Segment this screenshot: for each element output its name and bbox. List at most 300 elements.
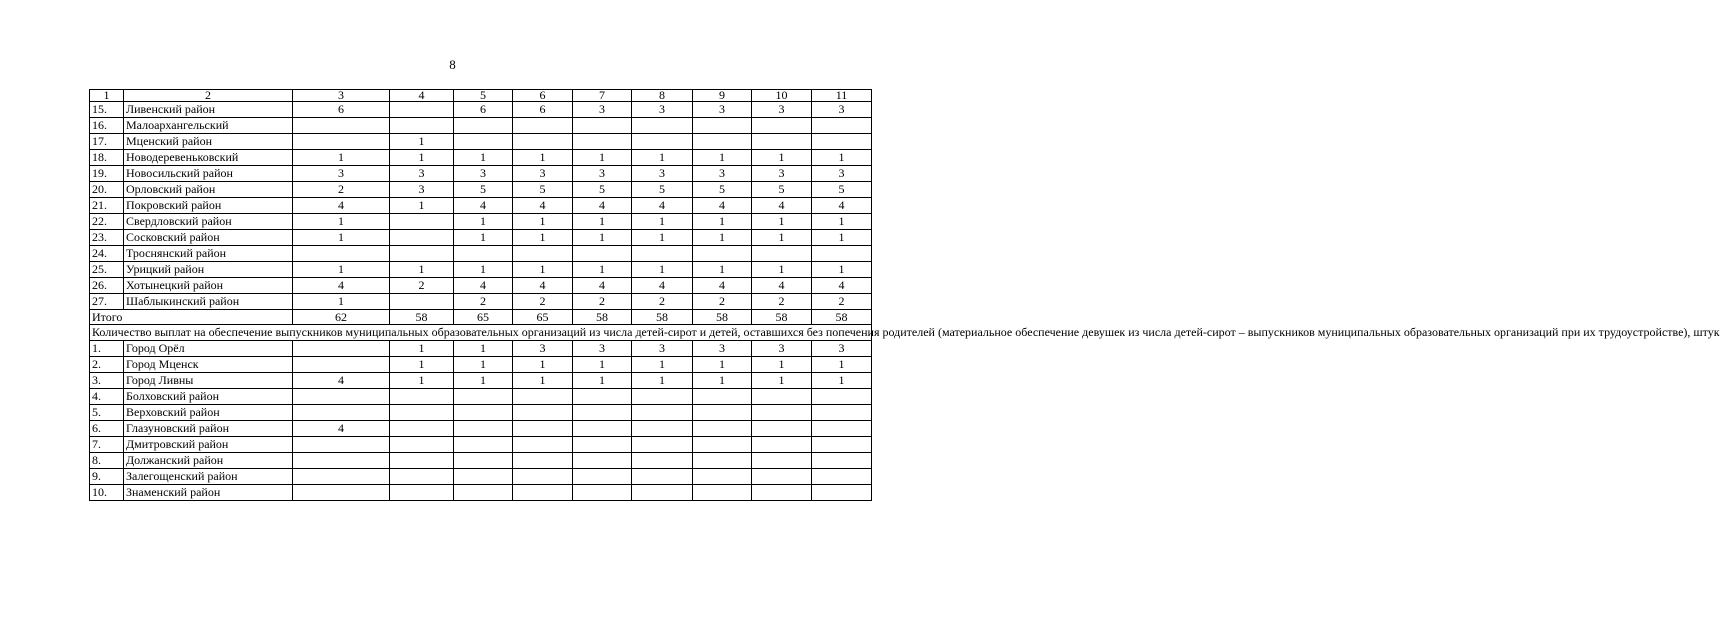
value-cell: 4: [632, 198, 693, 214]
total-value: 62: [293, 310, 390, 325]
value-cell: 1: [573, 150, 632, 166]
value-cell: [454, 469, 513, 485]
value-cell: 3: [390, 182, 454, 198]
district-name: Мценский район: [124, 134, 293, 150]
total-value: 65: [454, 310, 513, 325]
value-cell: [454, 405, 513, 421]
value-cell: 4: [752, 198, 812, 214]
value-cell: 3: [632, 102, 693, 118]
table-row: [90, 357, 872, 373]
row-number: 17.: [90, 134, 124, 150]
value-cell: [752, 485, 812, 501]
table-row: [90, 262, 872, 278]
value-cell: [812, 246, 872, 262]
value-cell: [573, 453, 632, 469]
value-cell: 1: [752, 357, 812, 373]
value-cell: 4: [693, 278, 752, 294]
table-row: [90, 294, 872, 310]
value-cell: [390, 453, 454, 469]
value-cell: 1: [390, 134, 454, 150]
value-cell: 1: [293, 230, 390, 246]
district-name: Хотынецкий район: [124, 278, 293, 294]
value-cell: [390, 405, 454, 421]
value-cell: [632, 453, 693, 469]
value-cell: [573, 421, 632, 437]
total-value: 58: [693, 310, 752, 325]
value-cell: 4: [812, 198, 872, 214]
value-cell: [752, 469, 812, 485]
value-cell: 2: [513, 294, 573, 310]
section-title: Количество выплат на обеспечение выпускников муниципальных образовательных организаций из числа детей-сирот и детей, оставшихся без попечения родителей (материальное обеспечение девушек из числа детей-сирот – выпускников муниципальных образовательных организаций при их трудоустройстве), штук: [90, 325, 872, 341]
value-cell: 3: [454, 166, 513, 182]
value-cell: 1: [390, 373, 454, 389]
value-cell: 1: [293, 214, 390, 230]
value-cell: 1: [454, 357, 513, 373]
value-cell: 3: [573, 102, 632, 118]
header-cell: 7: [573, 90, 632, 102]
value-cell: [632, 405, 693, 421]
value-cell: 3: [513, 341, 573, 357]
value-cell: 6: [513, 102, 573, 118]
value-cell: [390, 389, 454, 405]
value-cell: [454, 437, 513, 453]
value-cell: [293, 389, 390, 405]
value-cell: [293, 437, 390, 453]
value-cell: [632, 421, 693, 437]
district-name: Новодеревеньковский: [124, 150, 293, 166]
value-cell: 5: [573, 182, 632, 198]
district-name: Знаменский район: [124, 485, 293, 501]
row-number: 22.: [90, 214, 124, 230]
row-number: 26.: [90, 278, 124, 294]
value-cell: 1: [454, 341, 513, 357]
value-cell: 2: [693, 294, 752, 310]
value-cell: 1: [513, 373, 573, 389]
value-cell: 1: [573, 357, 632, 373]
total-row: [90, 310, 872, 325]
row-number: 10.: [90, 485, 124, 501]
value-cell: [454, 485, 513, 501]
value-cell: [513, 421, 573, 437]
value-cell: 1: [812, 150, 872, 166]
district-name: Урицкий район: [124, 262, 293, 278]
value-cell: 1: [693, 230, 752, 246]
row-number: 9.: [90, 469, 124, 485]
value-cell: 2: [812, 294, 872, 310]
table-row: [90, 469, 872, 485]
value-cell: [513, 389, 573, 405]
value-cell: 2: [454, 294, 513, 310]
value-cell: [293, 357, 390, 373]
value-cell: [812, 118, 872, 134]
value-cell: [573, 246, 632, 262]
table-row: [90, 278, 872, 294]
row-number: 7.: [90, 437, 124, 453]
value-cell: 4: [513, 198, 573, 214]
value-cell: [293, 405, 390, 421]
district-name: Сосковский район: [124, 230, 293, 246]
value-cell: 1: [573, 214, 632, 230]
value-cell: [632, 118, 693, 134]
row-number: 16.: [90, 118, 124, 134]
value-cell: 1: [513, 230, 573, 246]
value-cell: 5: [752, 182, 812, 198]
value-cell: 1: [693, 373, 752, 389]
value-cell: [693, 389, 752, 405]
value-cell: 3: [390, 166, 454, 182]
table-row: [90, 182, 872, 198]
total-value: 58: [812, 310, 872, 325]
value-cell: [390, 246, 454, 262]
row-number: 19.: [90, 166, 124, 182]
value-cell: 1: [390, 357, 454, 373]
total-value: 58: [752, 310, 812, 325]
header-cell: 6: [513, 90, 573, 102]
value-cell: 1: [632, 357, 693, 373]
value-cell: [693, 469, 752, 485]
value-cell: [632, 485, 693, 501]
value-cell: [693, 405, 752, 421]
value-cell: 1: [812, 373, 872, 389]
total-value: 58: [573, 310, 632, 325]
value-cell: [693, 453, 752, 469]
value-cell: [812, 469, 872, 485]
header-cell: 2: [124, 90, 293, 102]
row-number: 2.: [90, 357, 124, 373]
district-name: Орловский район: [124, 182, 293, 198]
table-body: [90, 88, 1720, 501]
value-cell: 4: [573, 198, 632, 214]
value-cell: 5: [812, 182, 872, 198]
value-cell: [454, 421, 513, 437]
district-name: Болховский район: [124, 389, 293, 405]
value-cell: [573, 389, 632, 405]
value-cell: [390, 102, 454, 118]
value-cell: 3: [752, 341, 812, 357]
value-cell: 4: [573, 278, 632, 294]
value-cell: [454, 389, 513, 405]
row-number: 21.: [90, 198, 124, 214]
header-cell: 5: [454, 90, 513, 102]
value-cell: [812, 421, 872, 437]
value-cell: [513, 246, 573, 262]
value-cell: [693, 118, 752, 134]
district-name: Город Ливны: [124, 373, 293, 389]
section-row: [90, 325, 872, 341]
value-cell: [632, 389, 693, 405]
value-cell: 1: [632, 214, 693, 230]
value-cell: [293, 134, 390, 150]
value-cell: 3: [293, 166, 390, 182]
value-cell: 3: [573, 341, 632, 357]
value-cell: 1: [752, 230, 812, 246]
row-number: 4.: [90, 389, 124, 405]
value-cell: [513, 469, 573, 485]
value-cell: 1: [390, 198, 454, 214]
value-cell: 1: [693, 357, 752, 373]
value-cell: [693, 437, 752, 453]
row-number: 6.: [90, 421, 124, 437]
value-cell: 3: [693, 341, 752, 357]
row-number: 3.: [90, 373, 124, 389]
value-cell: 1: [693, 214, 752, 230]
value-cell: [513, 485, 573, 501]
value-cell: [573, 485, 632, 501]
value-cell: 4: [293, 198, 390, 214]
value-cell: [573, 405, 632, 421]
value-cell: 3: [812, 166, 872, 182]
table-row: [90, 118, 872, 134]
value-cell: [632, 246, 693, 262]
table-row: [90, 341, 872, 357]
value-cell: [390, 485, 454, 501]
table-row: [90, 437, 872, 453]
value-cell: 3: [573, 166, 632, 182]
district-name: Верховский район: [124, 405, 293, 421]
value-cell: 1: [293, 262, 390, 278]
value-cell: 6: [454, 102, 513, 118]
value-cell: [632, 134, 693, 150]
value-cell: [812, 485, 872, 501]
value-cell: 1: [752, 373, 812, 389]
table-row: [90, 421, 872, 437]
value-cell: [573, 118, 632, 134]
value-cell: 1: [812, 357, 872, 373]
total-value: 65: [513, 310, 573, 325]
value-cell: 6: [293, 102, 390, 118]
value-cell: [752, 421, 812, 437]
value-cell: [693, 246, 752, 262]
value-cell: [752, 118, 812, 134]
value-cell: [293, 485, 390, 501]
value-cell: 4: [454, 198, 513, 214]
table-row: [90, 389, 872, 405]
value-cell: [390, 214, 454, 230]
value-cell: [390, 118, 454, 134]
value-cell: 3: [693, 166, 752, 182]
value-cell: 1: [454, 150, 513, 166]
district-name: Новосильский район: [124, 166, 293, 182]
district-name: Троснянский район: [124, 246, 293, 262]
value-cell: [293, 118, 390, 134]
value-cell: 1: [573, 262, 632, 278]
value-cell: [513, 134, 573, 150]
table-row: [90, 166, 872, 182]
value-cell: [632, 469, 693, 485]
value-cell: 4: [293, 421, 390, 437]
value-cell: 5: [454, 182, 513, 198]
value-cell: [752, 453, 812, 469]
value-cell: 1: [454, 230, 513, 246]
value-cell: 1: [390, 150, 454, 166]
value-cell: 1: [752, 262, 812, 278]
row-number: 24.: [90, 246, 124, 262]
value-cell: [812, 389, 872, 405]
header-cell: 1: [90, 90, 124, 102]
value-cell: [513, 437, 573, 453]
table-row: [90, 453, 872, 469]
header-cell: 3: [293, 90, 390, 102]
value-cell: 1: [752, 214, 812, 230]
value-cell: [454, 118, 513, 134]
value-cell: 1: [573, 230, 632, 246]
value-cell: 1: [632, 230, 693, 246]
value-cell: [812, 134, 872, 150]
value-cell: 1: [454, 214, 513, 230]
value-cell: 4: [752, 278, 812, 294]
value-cell: 4: [454, 278, 513, 294]
district-name: Должанский район: [124, 453, 293, 469]
district-name: Ливенский район: [124, 102, 293, 118]
value-cell: [293, 453, 390, 469]
value-cell: 1: [513, 262, 573, 278]
value-cell: [752, 134, 812, 150]
value-cell: [693, 421, 752, 437]
value-cell: 3: [693, 102, 752, 118]
value-cell: [513, 118, 573, 134]
row-number: 15.: [90, 102, 124, 118]
table-row: [90, 230, 872, 246]
value-cell: 3: [632, 341, 693, 357]
district-name: Город Мценск: [124, 357, 293, 373]
table-row: [90, 150, 872, 166]
value-cell: [573, 469, 632, 485]
table-row: [90, 405, 872, 421]
value-cell: 1: [632, 262, 693, 278]
header-cell: 8: [632, 90, 693, 102]
value-cell: [390, 469, 454, 485]
total-value: 58: [632, 310, 693, 325]
value-cell: [293, 246, 390, 262]
value-cell: 5: [693, 182, 752, 198]
district-name: Глазуновский район: [124, 421, 293, 437]
value-cell: 1: [454, 262, 513, 278]
header-cell: 11: [812, 90, 872, 102]
district-name: Залегощенский район: [124, 469, 293, 485]
district-name: Дмитровский район: [124, 437, 293, 453]
value-cell: [812, 405, 872, 421]
value-cell: 3: [513, 166, 573, 182]
table-row: [90, 198, 872, 214]
value-cell: 2: [573, 294, 632, 310]
table-row: [90, 134, 872, 150]
district-name: Город Орёл: [124, 341, 293, 357]
district-name: Малоархангельский: [124, 118, 293, 134]
value-cell: [454, 246, 513, 262]
value-cell: [752, 437, 812, 453]
value-cell: [390, 421, 454, 437]
header-cell: 10: [752, 90, 812, 102]
value-cell: 4: [293, 373, 390, 389]
value-cell: [693, 134, 752, 150]
district-name: Покровский район: [124, 198, 293, 214]
value-cell: [693, 485, 752, 501]
row-number: 1.: [90, 341, 124, 357]
value-cell: 1: [752, 150, 812, 166]
data-table: [89, 88, 1720, 501]
value-cell: [573, 134, 632, 150]
value-cell: 1: [632, 150, 693, 166]
row-number: 18.: [90, 150, 124, 166]
value-cell: 1: [632, 373, 693, 389]
value-cell: 3: [812, 102, 872, 118]
value-cell: 4: [632, 278, 693, 294]
value-cell: 1: [513, 214, 573, 230]
table-row: [90, 485, 872, 501]
value-cell: [752, 389, 812, 405]
value-cell: 1: [693, 262, 752, 278]
header-cell: 9: [693, 90, 752, 102]
row-number: 23.: [90, 230, 124, 246]
value-cell: 2: [752, 294, 812, 310]
table-row: [90, 246, 872, 262]
row-number: 20.: [90, 182, 124, 198]
value-cell: [390, 437, 454, 453]
value-cell: [513, 405, 573, 421]
value-cell: 1: [390, 262, 454, 278]
value-cell: 4: [293, 278, 390, 294]
table-row: [90, 373, 872, 389]
value-cell: 4: [693, 198, 752, 214]
district-name: Шаблыкинский район: [124, 294, 293, 310]
value-cell: 1: [573, 373, 632, 389]
value-cell: [632, 437, 693, 453]
value-cell: 1: [693, 150, 752, 166]
value-cell: 2: [632, 294, 693, 310]
total-label: Итого: [90, 310, 293, 325]
value-cell: [390, 294, 454, 310]
value-cell: [454, 453, 513, 469]
value-cell: [812, 437, 872, 453]
table-row: [90, 214, 872, 230]
value-cell: [752, 246, 812, 262]
value-cell: [752, 405, 812, 421]
header-cell: 4: [390, 90, 454, 102]
value-cell: 1: [812, 214, 872, 230]
value-cell: [293, 341, 390, 357]
value-cell: [293, 469, 390, 485]
value-cell: 4: [513, 278, 573, 294]
table-row: [90, 102, 872, 118]
value-cell: 1: [812, 262, 872, 278]
district-name: Свердловский район: [124, 214, 293, 230]
value-cell: 1: [454, 373, 513, 389]
value-cell: 2: [390, 278, 454, 294]
total-value: 58: [390, 310, 454, 325]
value-cell: [513, 453, 573, 469]
value-cell: [573, 437, 632, 453]
value-cell: 1: [513, 357, 573, 373]
value-cell: 3: [632, 166, 693, 182]
value-cell: 5: [632, 182, 693, 198]
value-cell: [390, 230, 454, 246]
value-cell: 4: [812, 278, 872, 294]
page-number: 8: [449, 57, 456, 72]
value-cell: 5: [513, 182, 573, 198]
value-cell: 1: [812, 230, 872, 246]
value-cell: 1: [293, 294, 390, 310]
value-cell: 3: [752, 166, 812, 182]
value-cell: 1: [513, 150, 573, 166]
header-row: [90, 90, 872, 102]
value-cell: 1: [293, 150, 390, 166]
value-cell: 3: [812, 341, 872, 357]
value-cell: 1: [390, 341, 454, 357]
value-cell: [454, 134, 513, 150]
value-cell: [812, 453, 872, 469]
row-number: 8.: [90, 453, 124, 469]
value-cell: 3: [752, 102, 812, 118]
